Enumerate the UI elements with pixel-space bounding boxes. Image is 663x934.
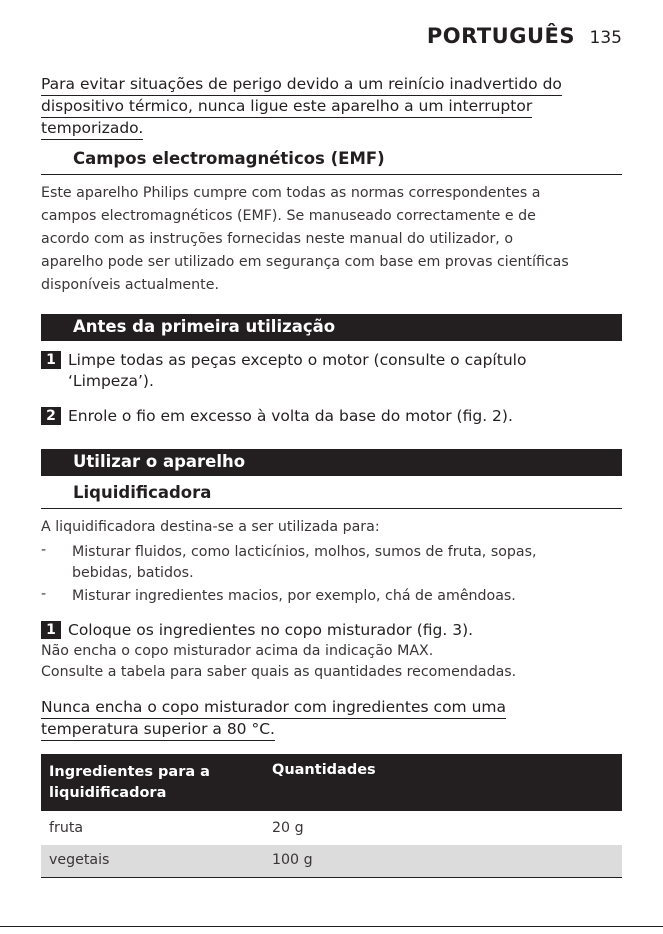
step-item [41,620,473,641]
header-line: liquidificadora [49,785,167,801]
note-line: Não encha o copo misturador acima da indicação MAX. [41,643,434,659]
warning-line: temporizado. [41,118,143,140]
header-line: Ingredientes para a [49,764,210,780]
emf-paragraph [41,182,569,297]
bullet-line: bebidas, batidos. [72,565,194,581]
paragraph-line: aparelho pode ser utilizado em segurança com base em provas científicas [41,254,569,270]
section-heading-text: Antes da primeira utilização [73,317,336,336]
table-row [41,813,622,845]
step-number: 1 [41,351,61,369]
bullet-item [72,586,516,607]
bullet-line: Misturar ingredientes macios, por exemplo, chá de amêndoas. [72,588,516,604]
section-heading-using [41,449,622,476]
step-text: Coloque os ingredientes no copo misturador (fig. 3). [68,621,474,639]
section-heading-text: Campos electromagnéticos (EMF) [73,149,385,168]
section-heading-text: Utilizar o aparelho [73,452,246,471]
step-number: 1 [41,621,61,639]
blender-notes [41,641,516,683]
warning-line: Para evitar situações de perigo devido a um reinício inadvertido do [41,74,562,96]
warning-line: dispositivo térmico, nunca ligue este aparelho a um interruptor [41,96,532,118]
step-text: Enrole o fio em excesso à volta da base do motor (fig. 2). [68,407,513,425]
step-item [41,350,526,392]
page-language-title: PORTUGUÊS [426,24,575,48]
warning-line: temperatura superior a 80 °C. [41,719,275,741]
bullet-dash: - [41,586,47,602]
table-header-ingredients [49,762,210,804]
bullet-dash: - [41,542,47,558]
blender-intro: A liquidificadora destina-se a ser utilizada para: [41,519,380,535]
step-text: ‘Limpeza’). [68,372,154,390]
paragraph-line: Este aparelho Philips cumpre com todas as normas correspondentes a [41,185,541,201]
paragraph-line: acordo com as instruções fornecidas neste manual do utilizador, o [41,231,513,247]
table-cell-quantity: 100 g [272,852,313,868]
bullet-line: Misturar fluidos, como lacticínios, molhos, sumos de fruta, sopas, [72,544,537,560]
step-text: Limpe todas as peças excepto o motor (consulte o capítulo [68,351,527,369]
table-header-quantities: Quantidades [272,762,376,778]
section-heading-emf [41,148,622,175]
section-heading-before-first-use [41,314,622,341]
paragraph-line: disponíveis actualmente. [41,277,219,293]
note-line: Consulte a tabela para saber quais as quantidades recomendadas. [41,664,517,680]
step-item [41,406,513,427]
page-bottom-rule [0,926,663,927]
page-number: 135 [589,28,622,48]
table-cell-ingredient: fruta [49,820,84,836]
step-number: 2 [41,407,61,425]
table-row [41,845,622,877]
table-header [41,754,622,811]
bullet-item [72,542,537,584]
table-cell-quantity: 20 g [272,820,304,836]
section-heading-text: Liquidificadora [73,483,212,502]
table-cell-ingredient: vegetais [49,852,110,868]
paragraph-line: campos electromagnéticos (EMF). Se manuseado correctamente e de [41,208,536,224]
table-bottom-rule [41,877,622,878]
warning-line: Nunca encha o copo misturador com ingredientes com uma [41,697,506,719]
subsection-heading-blender [41,482,622,509]
